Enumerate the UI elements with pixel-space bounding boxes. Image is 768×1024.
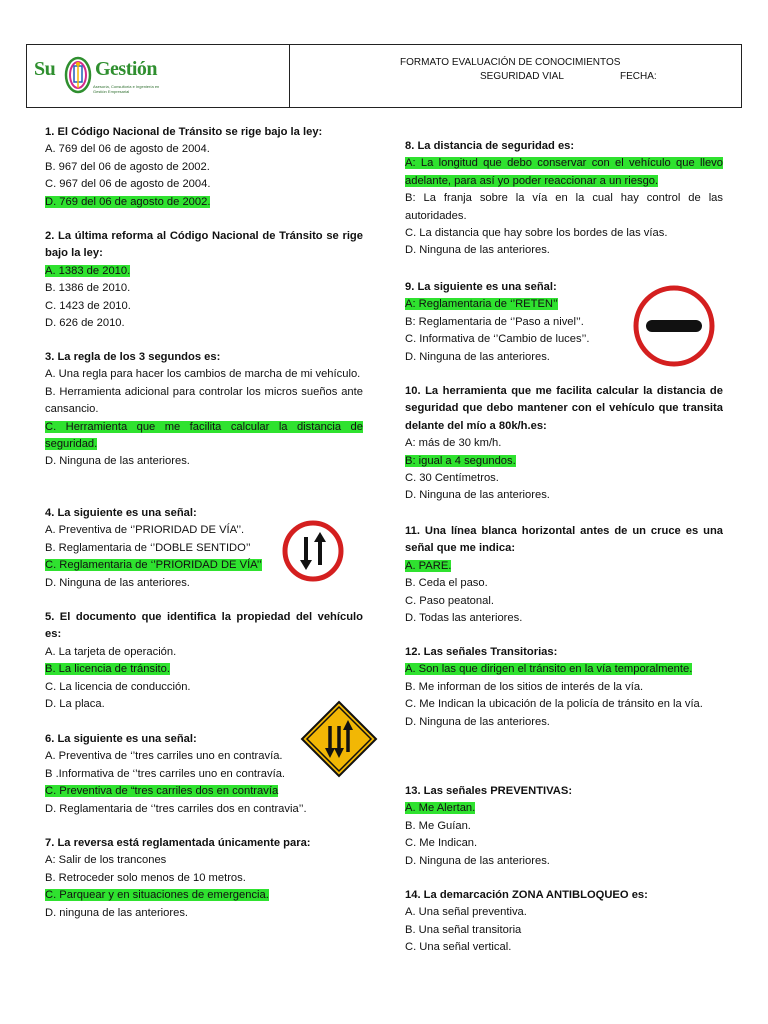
question-text: 10. La herramienta que me facilita calcular la distancia de seguridad que debo mantener con el vehículo que transita delante del mío a 80k/h.es: — [405, 385, 723, 432]
option-d: D. Ninguna de las anteriores. — [45, 455, 190, 468]
question-11 — [405, 523, 723, 627]
option-a: A. Preventiva de ‘’tres carriles uno en contravía. — [45, 750, 283, 763]
option-c-correct: C. Herramienta que me facilita calcular la distancia de seguridad. — [45, 420, 363, 451]
question-text: 14. La demarcación ZONA ANTIBLOQUEO es: — [405, 889, 648, 901]
option-d: D. Todas las anteriores. — [405, 612, 523, 625]
logo-su-text: Su — [34, 58, 56, 80]
option-b: B. Reglamentaria de ‘’DOBLE SENTIDO’’ — [45, 541, 251, 554]
question-text: 3. La regla de los 3 segundos es: — [45, 351, 221, 363]
option-a: A. Una regla para hacer los cambios de marcha de mi vehículo. — [45, 368, 361, 381]
option-b: B. Ceda el paso. — [405, 577, 488, 590]
option-a-correct: A. Son las que dirigen el tránsito en la vía temporalmente. — [405, 663, 693, 676]
option-c-correct: C. Parquear y en situaciones de emergencia. — [45, 889, 269, 902]
title-cell — [290, 45, 741, 107]
question-text: 11. Una línea blanca horizontal antes de un cruce es una señal que me indica: — [405, 525, 723, 555]
question-13 — [405, 783, 723, 870]
option-c: C. 1423 de 2010. — [45, 299, 131, 312]
option-a-correct: A: Reglamentaria de ‘’RETEN’’ — [405, 298, 558, 311]
question-text: 13. Las señales PREVENTIVAS: — [405, 785, 573, 797]
logo-tagline: Asesoría, Consultoría e Ingeniería en Gestión Empresarial — [93, 84, 160, 94]
question-text: 5. El documento que identifica la propiedad del vehículo es: — [45, 611, 363, 641]
document-subtitle: SEGURIDAD VIAL — [480, 71, 564, 82]
option-a-correct: A. 1383 de 2010. — [45, 264, 131, 277]
question-text: 2. La última reforma al Código Nacional de Tránsito se rige bajo la ley: — [45, 230, 363, 260]
question-text: 9. La siguiente es una señal: — [405, 281, 557, 293]
option-d: D. Ninguna de las anteriores. — [45, 576, 190, 589]
option-d: D. Ninguna de las anteriores. — [405, 350, 550, 363]
option-a: A: Salir de los trancones — [45, 854, 167, 867]
option-b: B. Retroceder solo menos de 10 metros. — [45, 871, 246, 884]
option-a: A. Preventiva de ‘’PRIORIDAD DE VÍA’’. — [45, 524, 245, 537]
option-d: D. ninguna de las anteriores. — [45, 906, 189, 919]
question-2 — [45, 228, 363, 332]
question-text: 1. El Código Nacional de Tránsito se rige bajo la ley: — [45, 126, 323, 138]
option-c-correct: C. Preventiva de “tres carriles dos en contravía — [45, 785, 279, 798]
option-a: A. 769 del 06 de agosto de 2004. — [45, 143, 210, 156]
option-d: D. Ninguna de las anteriores. — [405, 854, 550, 867]
option-a: A. Una señal preventiva. — [405, 906, 527, 919]
option-b: B: Reglamentaria de ‘’Paso a nivel’’. — [405, 315, 584, 328]
option-b: B. Me informan de los sitios de interés de la vía. — [405, 680, 644, 693]
option-d-correct: D. 769 del 06 de agosto de 2002. — [45, 195, 211, 208]
option-c: C. La distancia que hay sobre los bordes de las vías. — [405, 227, 668, 240]
option-c: C. 967 del 06 de agosto de 2004. — [45, 178, 211, 191]
question-text: 12. Las señales Transitorias: — [405, 646, 558, 658]
option-b: B. Herramienta adicional para controlar los micros sueños ante cansancio. — [45, 385, 363, 416]
option-b: B .Informativa de ‘’tres carriles uno en contravía. — [45, 767, 286, 780]
option-b: B. 967 del 06 de agosto de 2002. — [45, 160, 210, 173]
option-b: B. 1386 de 2010. — [45, 282, 131, 295]
option-c: C. Me Indican la ubicación de la policía de tránsito en la vía. — [405, 698, 703, 711]
option-b-correct: B. La licencia de tránsito. — [45, 663, 170, 676]
question-8 — [405, 138, 723, 260]
option-c: C. Me Indican. — [405, 837, 478, 850]
option-d: D. 626 de 2010. — [45, 317, 125, 330]
option-c-correct: C. Reglamentaria de ‘’PRIORIDAD DE VÍA’’ — [45, 559, 262, 572]
option-a: A. La tarjeta de operación. — [45, 645, 177, 658]
option-d: D. Reglamentaria de ‘’tres carriles dos en contravia’’. — [45, 802, 307, 815]
option-c: C. 30 Centímetros. — [405, 472, 499, 485]
option-a-correct: A. Me Alertan. — [405, 802, 476, 815]
question-3 — [45, 349, 363, 471]
three-lanes-sign-icon — [300, 700, 378, 778]
option-d: D. Ninguna de las anteriores. — [405, 489, 550, 502]
logo-cell — [27, 45, 290, 107]
option-b: B. Una señal transitoria — [405, 923, 522, 936]
option-c: C. La licencia de conducción. — [45, 680, 191, 693]
checkpoint-sign-icon — [632, 284, 716, 368]
question-12 — [405, 644, 723, 731]
question-10 — [405, 383, 723, 505]
option-d: D. Ninguna de las anteriores. — [405, 244, 550, 257]
document-title: FORMATO EVALUACIÓN DE CONOCIMIENTOS — [400, 57, 621, 68]
question-1 — [45, 124, 363, 211]
document-header — [26, 44, 742, 108]
question-text: 7. La reversa está reglamentada únicamente para: — [45, 837, 311, 849]
question-text: 4. La siguiente es una señal: — [45, 507, 197, 519]
option-c: C. Una señal vertical. — [405, 941, 512, 954]
logo-mark-icon — [61, 54, 95, 96]
question-7 — [45, 835, 363, 922]
logo-gestion-text: Gestión — [95, 58, 158, 80]
two-way-priority-sign-icon — [282, 520, 344, 582]
question-text: 6. La siguiente es una señal: — [45, 733, 197, 745]
question-14 — [405, 887, 723, 957]
company-logo — [33, 54, 183, 98]
option-a-correct: A. PARE. — [405, 559, 452, 572]
option-d: D. Ninguna de las anteriores. — [405, 715, 550, 728]
question-text: 8. La distancia de seguridad es: — [405, 140, 575, 152]
option-b: B. Me Guían. — [405, 819, 471, 832]
option-a: A: más de 30 km/h. — [405, 437, 502, 450]
question-5 — [45, 609, 363, 713]
option-c: C. Paso peatonal. — [405, 594, 494, 607]
option-a-correct: A: La longitud que debo conservar con el vehículo que llevo adelante, para así yo poder reaccionar a un riesgo. — [405, 157, 723, 187]
option-d: D. La placa. — [45, 698, 105, 711]
option-b-correct: B: igual a 4 segundos. — [405, 454, 516, 467]
option-c: C. Informativa de ‘’Cambio de luces’’. — [405, 333, 590, 346]
option-b: B: La franja sobre la vía en la cual hay control de las autoridades. — [405, 192, 723, 222]
date-label: FECHA: — [620, 71, 657, 82]
